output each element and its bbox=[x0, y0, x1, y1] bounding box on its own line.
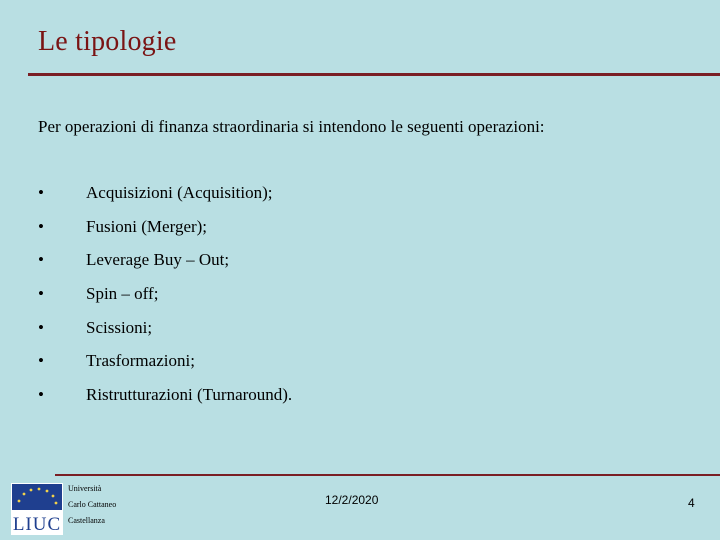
list-item-text: Spin – off; bbox=[86, 284, 159, 304]
operations-list bbox=[38, 183, 292, 419]
list-item-text: Acquisizioni (Acquisition); bbox=[86, 183, 273, 202]
slide-title: Le tipologie bbox=[38, 26, 177, 57]
list-item-text: Trasformazioni; bbox=[86, 351, 195, 371]
bullet: • bbox=[38, 317, 44, 337]
liuc-logo bbox=[11, 483, 63, 535]
title-divider bbox=[28, 73, 720, 76]
list-item bbox=[38, 217, 292, 251]
list-item bbox=[38, 318, 292, 352]
list-item-text: Leverage Buy – Out; bbox=[86, 250, 230, 270]
list-item-text: Fusioni (Merger); bbox=[86, 216, 208, 236]
bullet: • bbox=[38, 250, 44, 270]
list-item bbox=[38, 385, 292, 419]
bullet: • bbox=[38, 284, 44, 304]
university-name bbox=[68, 485, 116, 533]
list-item-text: Scissioni; bbox=[86, 317, 153, 337]
list-item-text: Ristrutturazioni (Turnaround). bbox=[86, 385, 293, 405]
bullet: • bbox=[38, 385, 44, 405]
intro-text: Per operazioni di finanza straordinaria si intendono le seguenti operazioni: bbox=[38, 117, 545, 136]
footer-divider bbox=[55, 474, 720, 476]
slide-date: 12/2/2020 bbox=[325, 493, 379, 507]
page-number: 4 bbox=[688, 496, 695, 510]
university-line-3: Castellanza bbox=[68, 516, 105, 525]
list-item bbox=[38, 284, 292, 318]
list-item bbox=[38, 351, 292, 385]
list-item bbox=[38, 250, 292, 284]
bullet: • bbox=[38, 183, 44, 202]
university-line-2: Carlo Cattaneo bbox=[68, 500, 117, 509]
university-line-1: Università bbox=[68, 484, 102, 493]
logo-text: LIUC bbox=[12, 514, 62, 535]
bullet: • bbox=[38, 351, 44, 371]
list-item bbox=[38, 183, 292, 217]
bullet: • bbox=[38, 216, 44, 236]
